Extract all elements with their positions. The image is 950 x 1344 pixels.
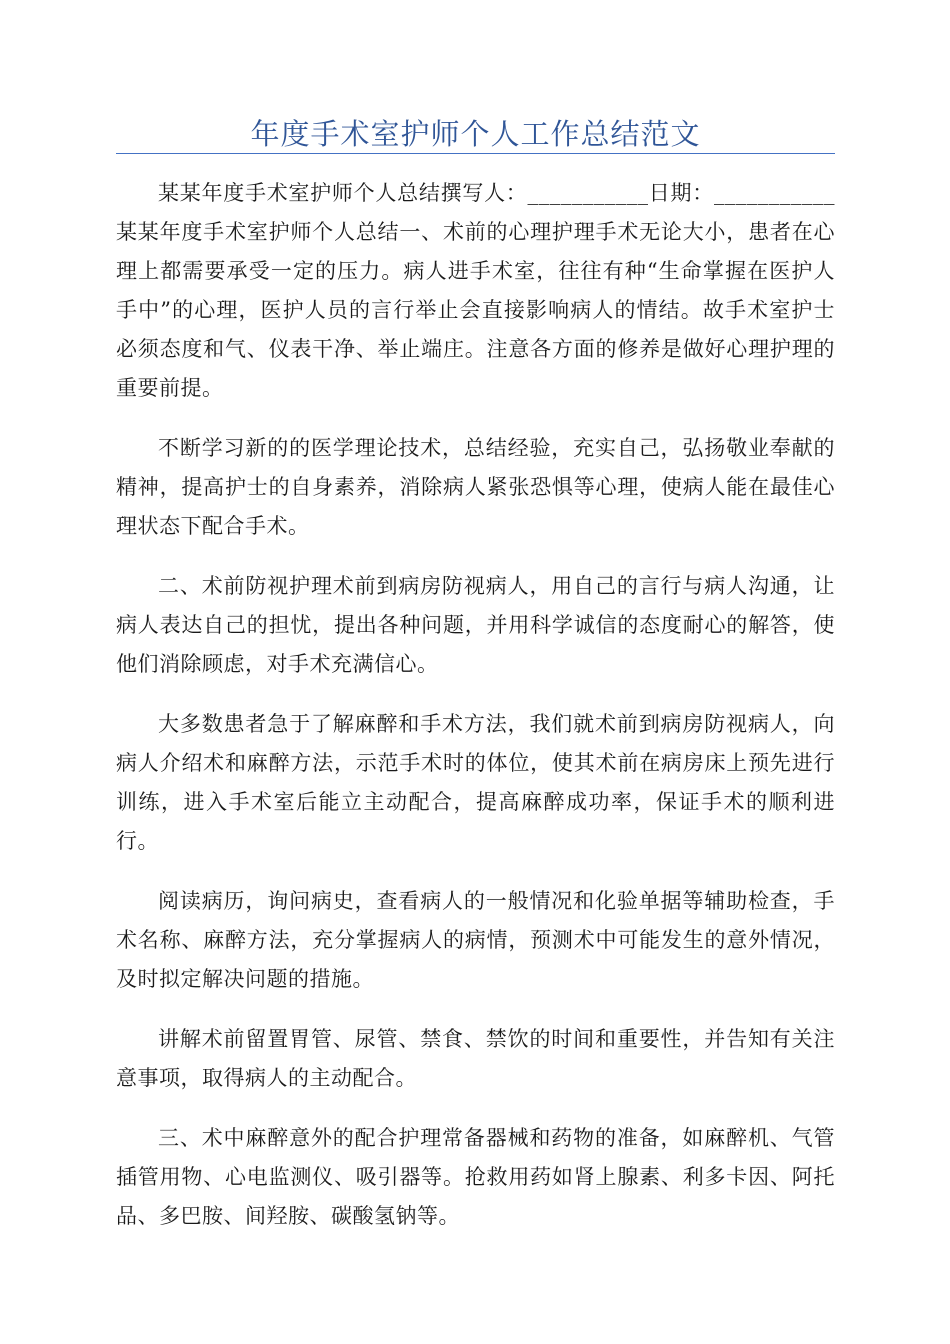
- title-underline: [116, 153, 835, 154]
- paragraph-2: 不断学习新的的医学理论技术，总结经验，充实自己，弘扬敬业奉献的精神，提高护士的自身素养，消除病人紧张恐惧等心理，使病人能在最佳心理状态下配合手术。: [116, 436, 835, 538]
- document-title: 年度手术室护师个人工作总结范文: [250, 117, 701, 151]
- paragraph-3: 二、术前防视护理术前到病房防视病人，用自己的言行与病人沟通，让病人表达自己的担忧，提出各种问题，并用科学诚信的态度耐心的解答，使他们消除顾虑，对手术充满信心。: [116, 574, 835, 676]
- paragraph-7: 三、术中麻醉意外的配合护理常备器械和药物的准备，如麻醉机、气管插管用物、心电监测仪、吸引器等。抢救用药如肾上腺素、利多卡因、阿托品、多巴胺、间羟胺、碳酸氢钠等。: [116, 1126, 835, 1228]
- paragraph-4: 大多数患者急于了解麻醉和手术方法，我们就术前到病房防视病人，向病人介绍术和麻醉方法，示范手术时的体位，使其术前在病房床上预先进行训练，进入手术室后能立主动配合，提高麻醉成功率，保证手术的顺利进行。: [116, 712, 835, 853]
- paragraph-5: 阅读病历，询问病史，查看病人的一般情况和化验单据等辅助检查，手术名称、麻醉方法，充分掌握病人的病情，预测术中可能发生的意外情况，及时拟定解决问题的措施。: [116, 889, 835, 991]
- paragraph-6: 讲解术前留置胃管、尿管、禁食、禁饮的时间和重要性，并告知有关注意事项，取得病人的主动配合。: [116, 1027, 835, 1090]
- document-body: [116, 174, 835, 1257]
- paragraph-1: 某某年度手术室护师个人总结撰写人：___________日期：___________某某年度手术室护师个人总结一、术前的心理护理手术无论大小，患者在心理上都需要承受一定的压力。病人进手术室，往往有种“生命掌握在医护人手中”的心理，医护人员的言行举止会直接影响病人的情结。故手术室护士必须态度和气、仪表干净、举止端庄。注意各方面的修养是做好心理护理的重要前提。: [116, 181, 835, 400]
